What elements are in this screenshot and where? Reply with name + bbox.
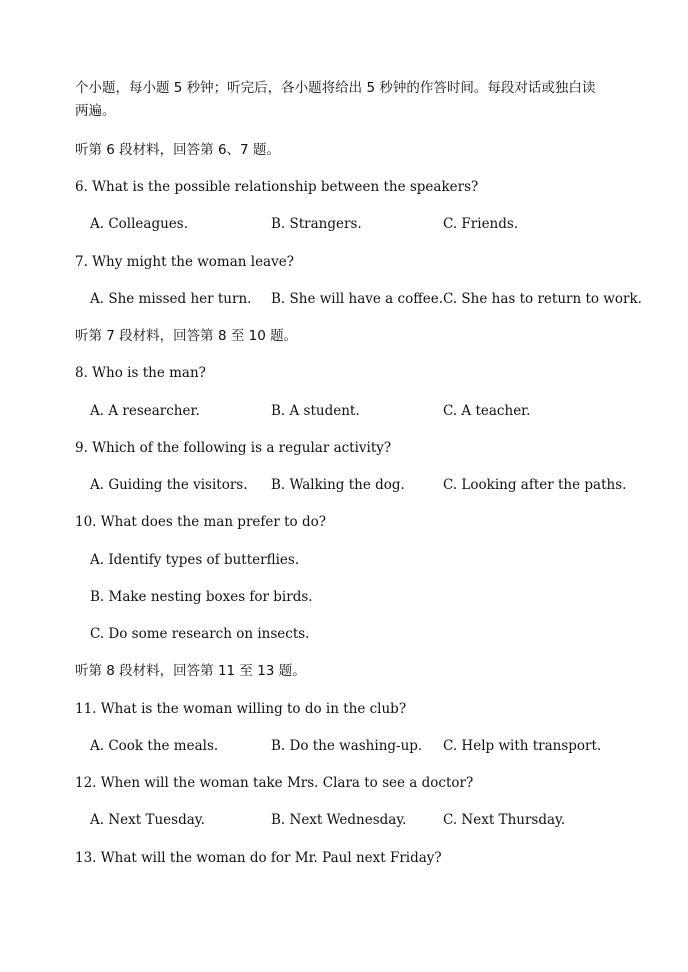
intro-line-2: 两遍。: [75, 103, 116, 119]
option-c: C. Help with transport.: [443, 738, 602, 754]
question-stem: 6. What is the possible relationship between the speakers?: [75, 179, 479, 195]
option-a: A. She missed her turn.: [90, 291, 252, 307]
option-b: B. Walking the dog.: [271, 477, 405, 493]
option-b: B. Do the washing-up.: [271, 738, 423, 754]
question-stem: 13. What will the woman do for Mr. Paul next Friday?: [75, 850, 442, 866]
option-b: B. A student.: [271, 403, 360, 419]
intro-line-1: 个小题，每小题 5 秒钟；听完后，各小题将给出 5 秒钟的作答时间。每段对话或独白读: [75, 80, 596, 96]
option-c: C. A teacher.: [443, 403, 531, 419]
question-stem: 12. When will the woman take Mrs. Clara to see a doctor?: [75, 775, 474, 791]
option-b: B. Make nesting boxes for birds.: [90, 589, 313, 605]
option-a: A. Cook the meals.: [90, 738, 219, 754]
option-b: B. Strangers.: [271, 216, 362, 232]
option-c: C. Next Thursday.: [443, 812, 566, 828]
option-c: C. Do some research on insects.: [90, 626, 310, 642]
option-a: A. Guiding the visitors.: [90, 477, 248, 493]
option-b: B. Next Wednesday.: [271, 812, 407, 828]
option-a: A. A researcher.: [90, 403, 200, 419]
section-heading: 听第 8 段材料，回答第 11 至 13 题。: [75, 663, 306, 679]
option-a: A. Identify types of butterflies.: [90, 552, 300, 568]
question-stem: 9. Which of the following is a regular activity?: [75, 440, 392, 456]
section-heading: 听第 6 段材料，回答第 6、7 题。: [75, 142, 280, 158]
option-a: A. Next Tuesday.: [90, 812, 205, 828]
option-c: C. Friends.: [443, 216, 519, 232]
option-a: A. Colleagues.: [90, 216, 189, 232]
question-stem: 8. Who is the man?: [75, 365, 206, 381]
option-c: C. Looking after the paths.: [443, 477, 627, 493]
option-b: B. She will have a coffee.: [271, 291, 444, 307]
question-stem: 10. What does the man prefer to do?: [75, 514, 326, 530]
question-stem: 11. What is the woman willing to do in the club?: [75, 701, 407, 717]
option-c: C. She has to return to work.: [443, 291, 642, 307]
section-heading: 听第 7 段材料，回答第 8 至 10 题。: [75, 328, 298, 344]
question-stem: 7. Why might the woman leave?: [75, 254, 294, 270]
